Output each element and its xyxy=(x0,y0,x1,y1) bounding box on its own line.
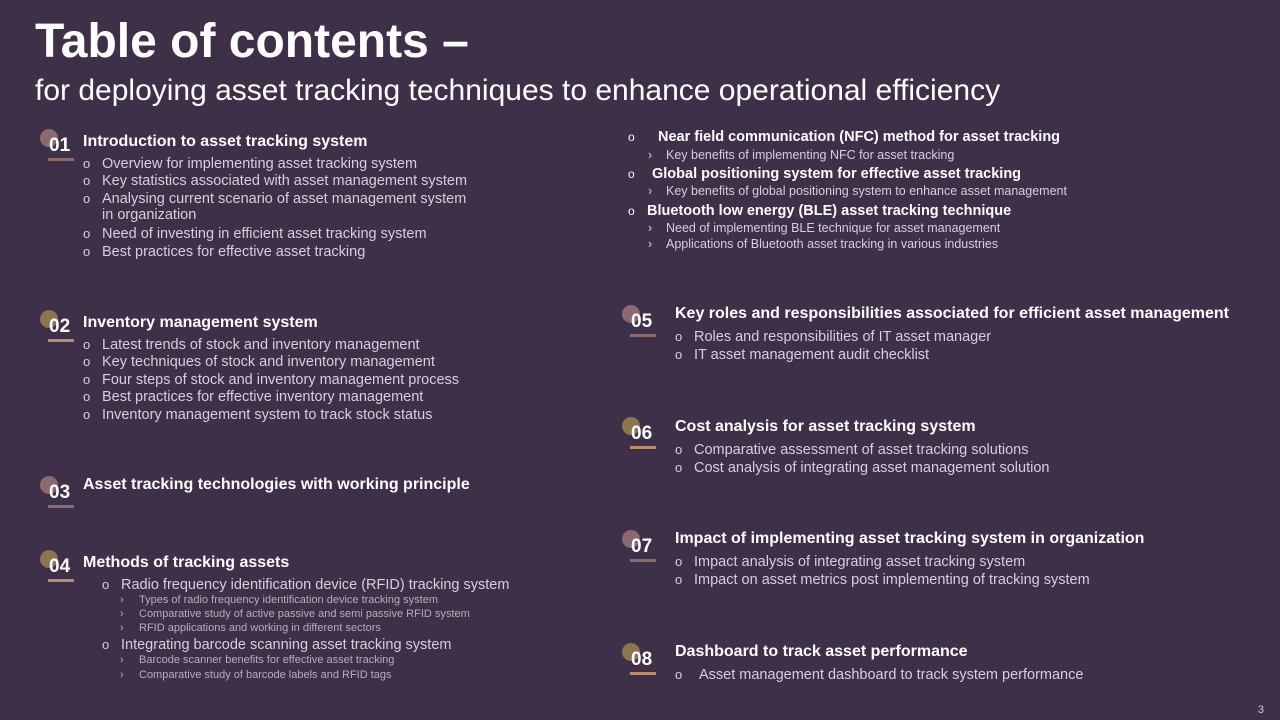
section-number-08: 08 xyxy=(626,647,660,675)
list-item: o Radio frequency identification device (RFID) tracking system xyxy=(102,577,510,593)
list-item: o Integrating barcode scanning asset tracking system xyxy=(102,637,452,653)
section-number-07: 07 xyxy=(626,534,660,562)
sub-list-item: › Need of implementing BLE technique for asset management xyxy=(648,221,1001,235)
sub-list-item: › Key benefits of implementing NFC for asset tracking xyxy=(648,148,955,162)
section-heading-05: Key roles and responsibilities associated for efficient asset management xyxy=(675,305,1229,322)
sub-list-item: › Types of radio frequency identification device tracking system xyxy=(120,594,438,606)
section-heading-01: Introduction to asset tracking system xyxy=(83,133,368,150)
section-number-01: 01 xyxy=(44,133,78,161)
sub-list-item: › Key benefits of global positioning system to enhance asset management xyxy=(648,184,1067,198)
section-heading-02: Inventory management system xyxy=(83,314,318,331)
section-heading-08: Dashboard to track asset performance xyxy=(675,643,968,660)
sub-list-item: › Barcode scanner benefits for effective asset tracking xyxy=(120,654,395,666)
section-number-03: 03 xyxy=(44,480,78,508)
section-heading-06: Cost analysis for asset tracking system xyxy=(675,418,976,435)
list-item: o Cost analysis of integrating asset management solution xyxy=(675,460,1050,476)
section-heading-07: Impact of implementing asset tracking system in organization xyxy=(675,530,1145,547)
list-item: o Latest trends of stock and inventory management xyxy=(83,337,420,353)
list-item: o Best practices for effective asset tracking xyxy=(83,244,366,260)
nfc-heading: o Near field communication (NFC) method for asset tracking xyxy=(628,129,1061,145)
list-item: o Roles and responsibilities of IT asset manager xyxy=(675,329,992,345)
section-heading-03: Asset tracking technologies with working principle xyxy=(83,476,470,493)
list-item: o Key techniques of stock and inventory management xyxy=(83,354,435,370)
section-heading-04: Methods of tracking assets xyxy=(83,554,290,571)
list-item: o Overview for implementing asset tracking system xyxy=(83,156,418,172)
page-subtitle: for deploying asset tracking techniques to enhance operational efficiency xyxy=(35,74,1001,107)
page-title: Table of contents – xyxy=(35,15,469,68)
sub-list-item: › Applications of Bluetooth asset tracking in various industries xyxy=(648,237,999,251)
sub-list-item: › Comparative study of active passive and semi passive RFID system xyxy=(120,608,470,620)
list-item: o Impact analysis of integrating asset tracking system xyxy=(675,554,1026,570)
sub-list-item: › RFID applications and working in different sectors xyxy=(120,622,381,634)
list-item: o Asset management dashboard to track system performance xyxy=(675,667,1084,683)
list-item: o Need of investing in efficient asset tracking system xyxy=(83,226,427,242)
list-item: o Analysing current scenario of asset management system xyxy=(83,191,467,207)
list-item: o Best practices for effective inventory management xyxy=(83,389,424,405)
list-item: o Inventory management system to track stock status xyxy=(83,407,433,423)
page-number: 3 xyxy=(1257,704,1264,716)
section-number-02: 02 xyxy=(44,314,78,342)
section-number-06: 06 xyxy=(626,421,660,449)
list-item: o Four steps of stock and inventory management process xyxy=(83,372,460,388)
list-item: o Impact on asset metrics post implementing of tracking system xyxy=(675,572,1090,588)
list-item: o Key statistics associated with asset management system xyxy=(83,173,468,189)
list-item: o IT asset management audit checklist xyxy=(675,347,930,363)
list-item-continuation: in organization xyxy=(102,207,197,223)
list-item: o Comparative assessment of asset tracking solutions xyxy=(675,442,1029,458)
gps-heading: o Global positioning system for effective asset tracking xyxy=(628,166,1022,182)
section-number-04: 04 xyxy=(44,554,78,582)
section-number-05: 05 xyxy=(626,309,660,337)
sub-list-item: › Comparative study of barcode labels and RFID tags xyxy=(120,669,392,681)
ble-heading: o Bluetooth low energy (BLE) asset tracking technique xyxy=(628,203,1012,219)
